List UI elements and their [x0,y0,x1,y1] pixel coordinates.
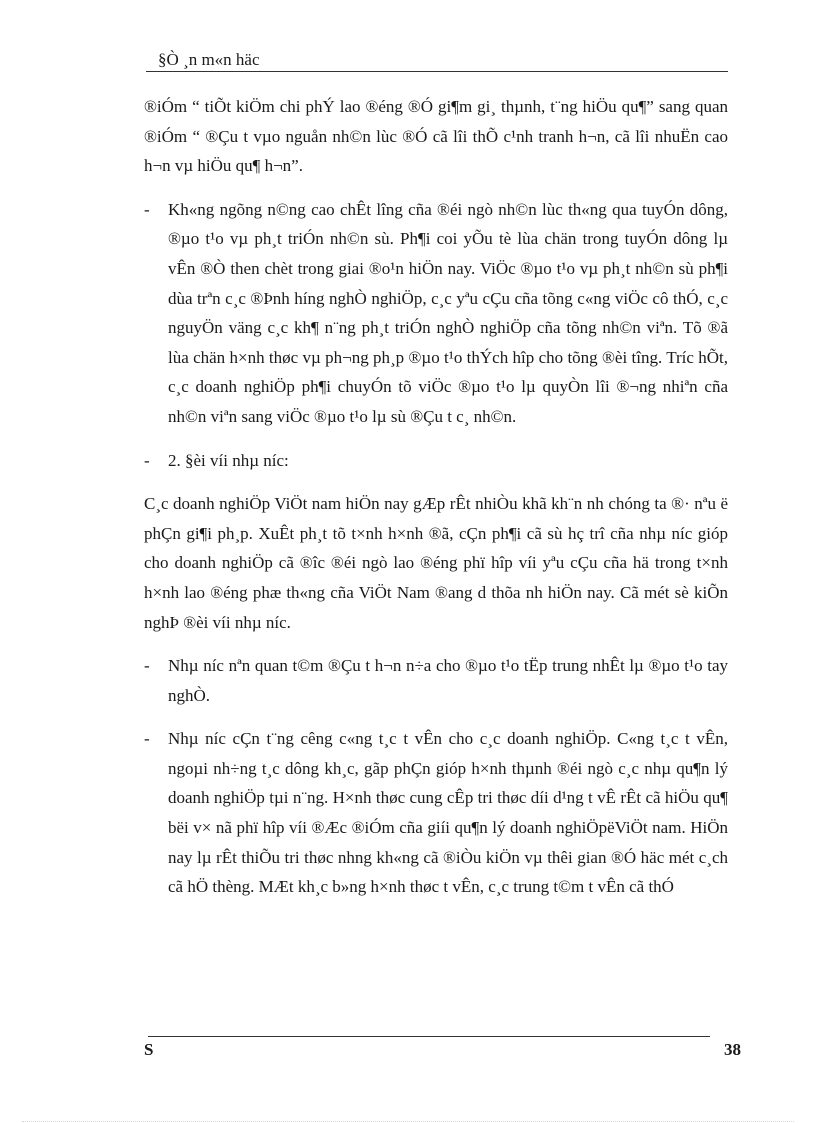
bullet-text: Nhµ níc cÇn t¨ng cêng c«ng t¸c t vÊn cho c¸c doanh nghiÖp. C«ng t¸c t vÊn, ngoµi nh÷ng t¸c dông kh¸c, gãp phÇn gióp h×nh thµnh ®éi ngò c¸c nhµ qu¶n lý doanh nghiÖp tµi n¨ng. H×nh thøc cung cÊp tri thøc díi d¹ng t vÊ rÊt cã hiÖu qu¶ bëi v× nã phï hîp víi ®Æc ®iÓm cña giíi qu¶n lý doanh nghiÖpëViÖt nam. HiÖn nay lµ rÊt thiÕu tri thøc nhng kh«ng cã ®iÒu kiÖn vµ thêi gian ®Ó häc mét c¸ch cã hÖ thèng. MÆt kh¸c b»ng h×nh thøc t vÊn, c¸c trung t©m t vÊn cã thÓ [168,729,728,897]
bullet-text: Kh«ng ngõng n©ng cao chÊt lîng cña ®éi ngò nh©n lùc th«ng qua tuyÓn dông, ®µo t¹o vµ ph¸t triÓn nh©n sù. Ph¶i coi yÕu tè lùa chän trong tuyÓn dông lµ vÊn ®Ò then chèt trong giai ®o¹n hiÖn nay. ViÖc ®µo t¹o vµ ph¸t nh©n sù ph¶i dùa trªn c¸c ®Þnh híng nghÒ nghiÖp, c¸c yªu cÇu cña tõng c«ng viÖc cô thÓ, c¸c nguyÖn väng c¸c kh¶ n¨ng ph¸t triÓn nghÒ nghiÖp cña tõng nh©n viªn. Tõ ®ã lùa chän h×nh thøc vµ ph¬ng ph¸p ®µo t¹o thÝch hîp cho tõng ®èi tîng. Tríc hÕt, c¸c doanh nghiÖp ph¶i chuyÓn tõ viÖc ®µo t¹o lµ quyÒn lîi ®¬ng nhiªn cña nh©n viªn sang viÖc ®µo t¹o lµ sù ®Çu t c¸ nh©n. [168,199,728,426]
header-title: §Ò ¸n m«n häc [158,50,260,69]
page-body [144,92,728,916]
bullet-item-4 [144,724,728,902]
bullet-item-2 [144,446,728,476]
bullet-text: Nhµ níc nªn quan t©m ®Çu t h¬n n÷a cho ®µo t¹o tËp trung nhÊt lµ ®µo t¹o tay nghÒ. [168,656,728,705]
footer-rule [148,1036,710,1037]
bullet-item-3 [144,651,728,710]
section-heading: 2. §èi víi nhµ níc: [168,450,289,470]
bullet-marker: - [144,729,150,749]
page-number: 38 [724,1040,741,1059]
bullet-marker: - [144,450,150,470]
running-header [146,50,728,70]
footer-left-text: S [144,1040,154,1059]
bullet-marker: - [144,199,150,219]
bullet-marker: - [144,656,150,676]
paragraph-2: C¸c doanh nghiÖp ViÖt nam hiÖn nay gÆp rÊt nhiÒu khã kh¨n nh chóng ta ®· nªu ë phÇn gi¶i ph¸p. XuÊt ph¸t tõ t×nh h×nh ®ã, cÇn ph¶i cã sù hç trî cña nhµ níc gióp cho doanh nghiÖp cã ®îc ®éi ngò lao ®éng phï hîp víi yªu cÇu cña hä trong t×nh h×nh lao ®éng phæ th«ng cña ViÖt Nam ®ang d thõa nh hiÖn nay. Cã mét sè kiÕn nghÞ ®èi víi nhµ níc. [144,494,728,632]
bullet-item-1 [144,195,728,432]
page-bottom-border [22,1121,794,1122]
paragraph-1: ®iÓm “ tiÕt kiÖm chi phÝ lao ®éng ®Ó gi¶m gi¸ thµnh, t¨ng hiÖu qu¶” sang quan ®iÓm “ ®Çu t vµo nguån nh©n lùc ®Ó cã lîi thÕ c¹nh tranh h¬n, cã lîi nhuËn cao h¬n vµ hiÖu qu¶ h¬n”. [144,97,728,176]
header-rule [146,71,728,72]
